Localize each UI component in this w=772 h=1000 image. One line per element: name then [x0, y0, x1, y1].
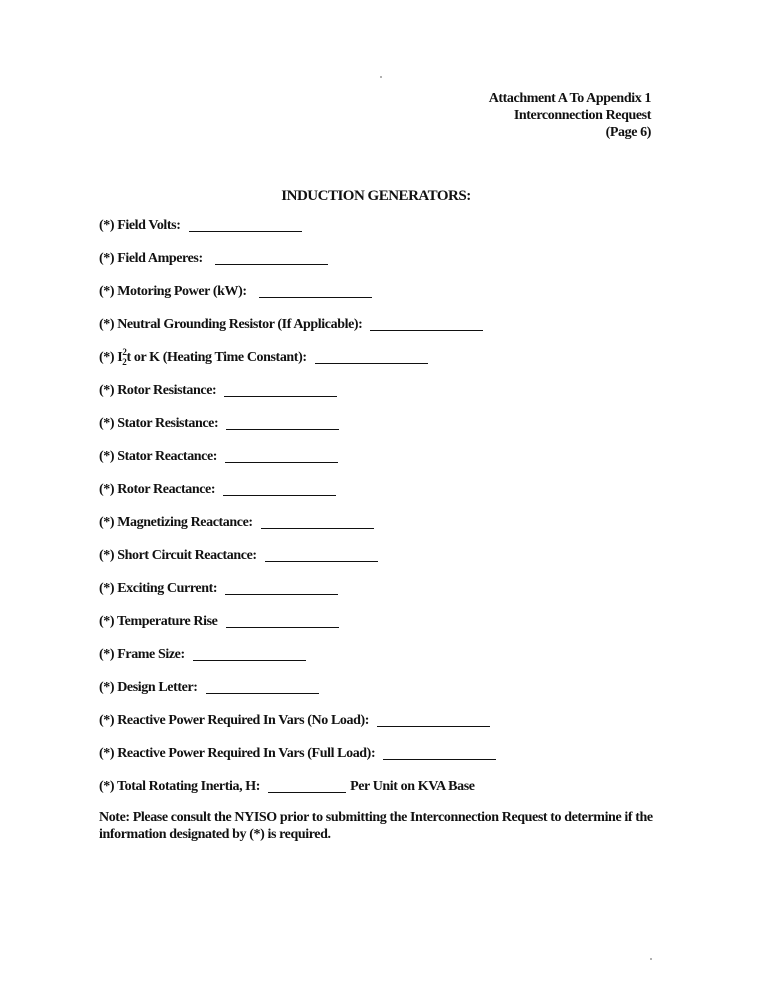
total-inertia-blank[interactable]	[268, 779, 346, 793]
magnetizing-reactance-blank[interactable]	[261, 515, 374, 529]
field-volts-blank[interactable]	[189, 218, 302, 232]
rotor-resistance-label: (*) Rotor Resistance:	[99, 383, 217, 398]
temperature-rise-row	[99, 614, 659, 647]
frame-size-label: (*) Frame Size:	[99, 647, 185, 662]
consult-note: Note: Please consult the NYISO prior to submitting the Interconnection Request to determine if the information designated by (*) is required.	[99, 810, 653, 842]
temperature-rise-label: (*) Temperature Rise	[99, 614, 218, 629]
rotor-reactance-label: (*) Rotor Reactance:	[99, 482, 216, 497]
motoring-power-label: (*) Motoring Power (kW):	[99, 284, 247, 299]
field-volts-row	[99, 218, 659, 251]
stator-resistance-blank[interactable]	[226, 416, 339, 430]
neutral-grounding-blank[interactable]	[370, 317, 483, 331]
reactive-no-load-blank[interactable]	[377, 713, 490, 727]
reactive-full-load-blank[interactable]	[383, 746, 496, 760]
reactive-full-load-row	[99, 746, 659, 779]
neutral-grounding-row	[99, 317, 659, 350]
frame-size-row	[99, 647, 659, 680]
magnetizing-reactance-label: (*) Magnetizing Reactance:	[99, 515, 253, 530]
field-amperes-blank[interactable]	[215, 251, 328, 265]
exciting-current-blank[interactable]	[225, 581, 338, 595]
header-page-number: (Page 6)	[605, 125, 651, 140]
exciting-current-row	[99, 581, 659, 614]
temperature-rise-blank[interactable]	[226, 614, 339, 628]
stator-reactance-blank[interactable]	[225, 449, 338, 463]
heating-constant-label: (*) $I_2^2t$ or K (Heating Time Constant):	[99, 347, 307, 367]
rotor-resistance-blank[interactable]	[224, 383, 337, 397]
short-circuit-reactance-label: (*) Short Circuit Reactance:	[99, 548, 257, 563]
rotor-reactance-row	[99, 482, 659, 515]
stator-resistance-row	[99, 416, 659, 449]
field-amperes-label: (*) Field Amperes:	[99, 251, 203, 266]
section-title: INDUCTION GENERATORS:	[281, 188, 471, 204]
total-inertia-label: (*) Total Rotating Inertia, H:	[99, 779, 261, 794]
short-circuit-reactance-row	[99, 548, 659, 581]
rotor-resistance-row	[99, 383, 659, 416]
total-inertia-unit: Per Unit on KVA Base	[350, 779, 475, 794]
design-letter-row	[99, 680, 659, 713]
rotor-reactance-blank[interactable]	[223, 482, 336, 496]
design-letter-blank[interactable]	[206, 680, 319, 694]
field-amperes-row	[99, 251, 659, 284]
frame-size-blank[interactable]	[193, 647, 306, 661]
design-letter-label: (*) Design Letter:	[99, 680, 198, 695]
reactive-no-load-row	[99, 713, 659, 746]
total-inertia-row	[99, 779, 659, 812]
stator-reactance-label: (*) Stator Reactance:	[99, 449, 218, 464]
neutral-grounding-label: (*) Neutral Grounding Resistor (If Applicable):	[99, 317, 363, 332]
motoring-power-blank[interactable]	[259, 284, 372, 298]
motoring-power-row	[99, 284, 659, 317]
page-header	[489, 90, 651, 141]
header-attachment: Attachment A To Appendix 1	[488, 91, 651, 106]
form-fields	[99, 218, 659, 812]
reactive-full-load-label: (*) Reactive Power Required In Vars (Full Load):	[99, 746, 376, 761]
field-volts-label: (*) Field Volts:	[99, 218, 181, 233]
scan-speck-bottom	[650, 958, 652, 960]
header-request: Interconnection Request	[513, 108, 651, 123]
short-circuit-reactance-blank[interactable]	[265, 548, 378, 562]
scan-speck-top	[380, 76, 382, 78]
magnetizing-reactance-row	[99, 515, 659, 548]
reactive-no-load-label: (*) Reactive Power Required In Vars (No Load):	[99, 713, 370, 728]
heating-constant-row	[99, 347, 659, 383]
stator-resistance-label: (*) Stator Resistance:	[99, 416, 219, 431]
heating-constant-blank[interactable]	[315, 350, 428, 364]
exciting-current-label: (*) Exciting Current:	[99, 581, 218, 596]
stator-reactance-row	[99, 449, 659, 482]
